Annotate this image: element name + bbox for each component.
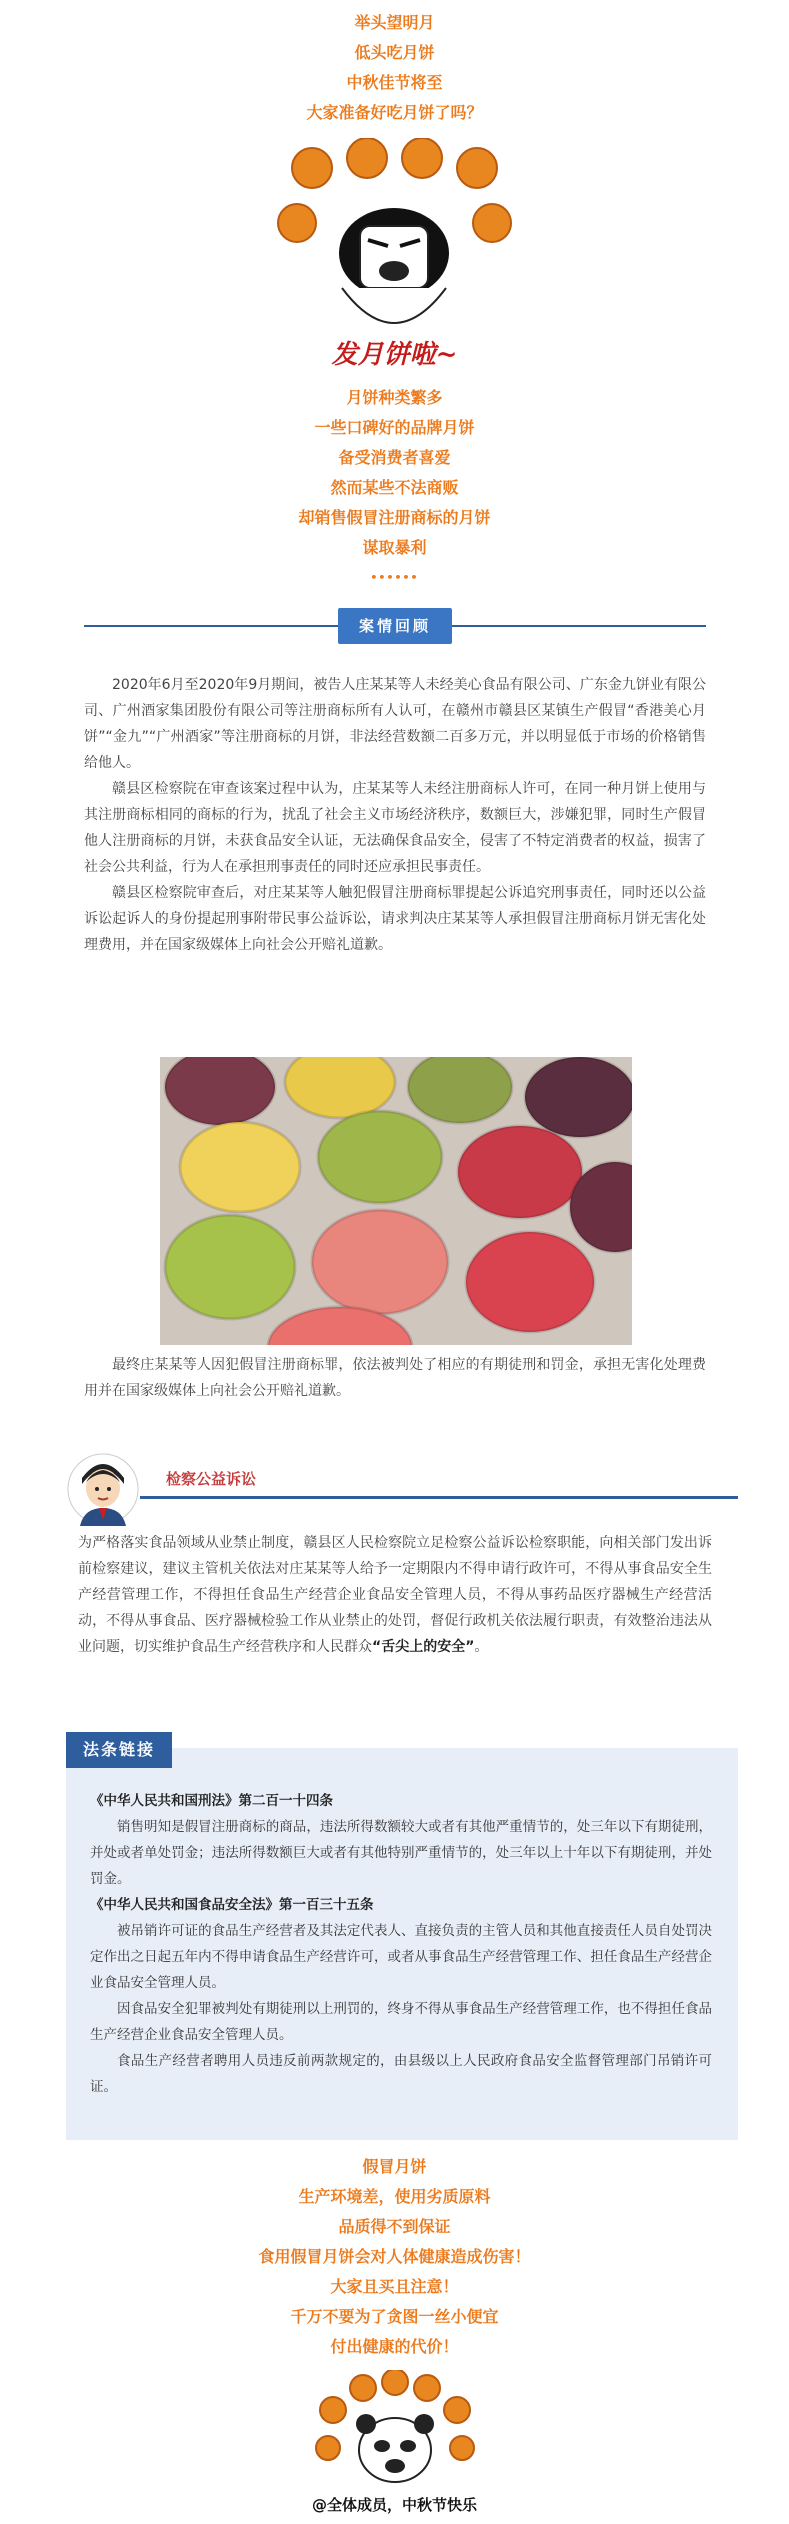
verdict-paragraph: 最终庄某某等人因犯假冒注册商标罪，依法被判处了相应的有期徒刑和罚金，承担无害化处理费用并在国家级媒体上向社会公开赔礼道歉。 xyxy=(84,1357,706,1399)
case-review-badge xyxy=(338,608,452,644)
ellipsis: •••••• xyxy=(370,571,419,584)
case-review-label: 案情回顾 xyxy=(358,617,431,635)
mooncake-juggler-sticker xyxy=(272,138,517,373)
verdict-text xyxy=(84,1352,706,1404)
poem-line: 大家准备好吃月饼了吗？ xyxy=(306,103,483,122)
poem-line: 生产环境差，使用劣质原料 xyxy=(298,2187,491,2206)
market-poem xyxy=(0,383,789,593)
case-paragraph: 2020年6月至2020年9月期间，被告人庄某某等人未经美心食品有限公司、广东金九饼业有限公司、广州酒家集团股份有限公司等注册商标所有人认可，在赣州市赣县区某镇生产假冒“香港美心月饼”“金九”“广州酒家”等注册商标的月饼，非法经营数额二百多万元，并以明显低于市场的价格销售给他人。 xyxy=(84,677,706,771)
poem-line: 举头望明月 xyxy=(354,13,435,32)
law-links-label: 法条链接 xyxy=(82,1740,155,1759)
poem-line: 品质得不到保证 xyxy=(338,2217,451,2236)
public-interest-label: 检察公益诉讼 xyxy=(166,1470,257,1488)
case-text xyxy=(84,672,706,958)
prosecutor-avatar xyxy=(66,1452,140,1526)
law-text xyxy=(90,1788,712,2100)
case-paragraph: 赣县区检察院审查后，对庄某某等人触犯假冒注册商标罪提起公诉追究刑事责任，同时还以公益诉讼起诉人的身份提起刑事附带民事公益诉讼，请求判决庄某某等人承担假冒注册商标月饼无害化处理费用，并在国家级媒体上向社会公开赔礼道歉。 xyxy=(84,885,706,953)
public-interest-paragraph xyxy=(78,1530,712,1660)
poem-line: 付出健康的代价！ xyxy=(330,2337,459,2356)
poem-line: 大家且买且注意！ xyxy=(330,2277,459,2296)
sticker-caption: 发月饼啦~ xyxy=(331,340,458,370)
law-paragraph: 因食品安全犯罪被判处有期徒刑以上刑罚的，终身不得从事食品生产经营管理工作，也不得担任食品生产经营企业食品安全管理人员。 xyxy=(90,2001,712,2043)
poem-line: 备受消费者喜爱 xyxy=(338,448,451,467)
poem-line: 月饼种类繁多 xyxy=(346,388,443,407)
panda-juggler-sticker xyxy=(308,2370,482,2500)
poem-line: 食用假冒月饼会对人体健康造成伤害！ xyxy=(258,2247,531,2266)
poem-line: 却销售假冒注册商标的月饼 xyxy=(298,508,491,527)
poem-line: 中秋佳节将至 xyxy=(346,73,443,92)
law-title: 《中华人民共和国刑法》第二百一十四条 xyxy=(90,1793,333,1809)
law-paragraph: 食品生产经营者聘用人员违反前两款规定的，由县级以上人民政府食品安全监督管理部门吊销许可证。 xyxy=(90,2053,712,2095)
public-interest-text xyxy=(78,1530,712,1660)
closing-text: @全体成员，中秋节快乐 xyxy=(311,2496,477,2514)
law-title: 《中华人民共和国食品安全法》第一百三十五条 xyxy=(90,1897,374,1913)
public-interest-emphasis: “舌尖上的安全” xyxy=(372,1639,475,1655)
poem-line: 假冒月饼 xyxy=(362,2157,427,2176)
public-interest-body: 为严格落实食品领域从业禁止制度，赣县区人民检察院立足检察公益诉讼检察职能，向相关部门发出诉前检察建议，建议主管机关依法对庄某某等人给予一定期限内不得申请行政许可，不得从事食品安全生产经营管理工作，不得担任食品生产经营企业食品安全管理人员，不得从事药品医疗器械生产经营活动，不得从事食品、医疗器械检验工作从业禁止的处罚，督促行政机关依法履行职责，有效整治违法从业问题，切实维护食品生产经营秩序和人民群众 xyxy=(78,1535,712,1655)
public-interest-end: 。 xyxy=(474,1639,489,1655)
poem-line: 谋取暴利 xyxy=(362,538,427,557)
intro-poem xyxy=(0,8,789,128)
public-interest-rule xyxy=(140,1496,738,1499)
law-paragraph: 销售明知是假冒注册商标的商品，违法所得数额较大或者有其他严重情节的，处三年以下有期徒刑，并处或者单处罚金；违法所得数额巨大或者有其他特别严重情节的，处三年以上十年以下有期徒刑，并处罚金。 xyxy=(90,1819,712,1887)
poem-line: 一些口碑好的品牌月饼 xyxy=(314,418,475,437)
poem-line: 然而某些不法商贩 xyxy=(330,478,459,497)
case-paragraph: 赣县区检察院在审查该案过程中认为，庄某某等人未经注册商标人许可，在同一种月饼上使用与其注册商标相同的商标的行为，扰乱了社会主义市场经济秩序，数额巨大，涉嫌犯罪，同时生产假冒他人注册商标的月饼，未获食品安全认证，无法确保食品安全，侵害了不特定消费者的权益，损害了社会公共利益，行为人在承担刑事责任的同时还应承担民事责任。 xyxy=(84,781,706,875)
mooncake-photo xyxy=(160,1057,632,1345)
poem-line: 千万不要为了贪图一丝小便宜 xyxy=(290,2307,499,2326)
law-paragraph: 被吊销许可证的食品生产经营者及其法定代表人、直接负责的主管人员和其他直接责任人员自处罚决定作出之日起五年内不得申请食品生产经营许可，或者从事食品生产经营管理工作、担任食品生产经营企业食品安全管理人员。 xyxy=(90,1923,712,1991)
law-links-badge xyxy=(66,1732,172,1768)
poem-line: 低头吃月饼 xyxy=(354,43,435,62)
warning-poem xyxy=(0,2152,789,2362)
